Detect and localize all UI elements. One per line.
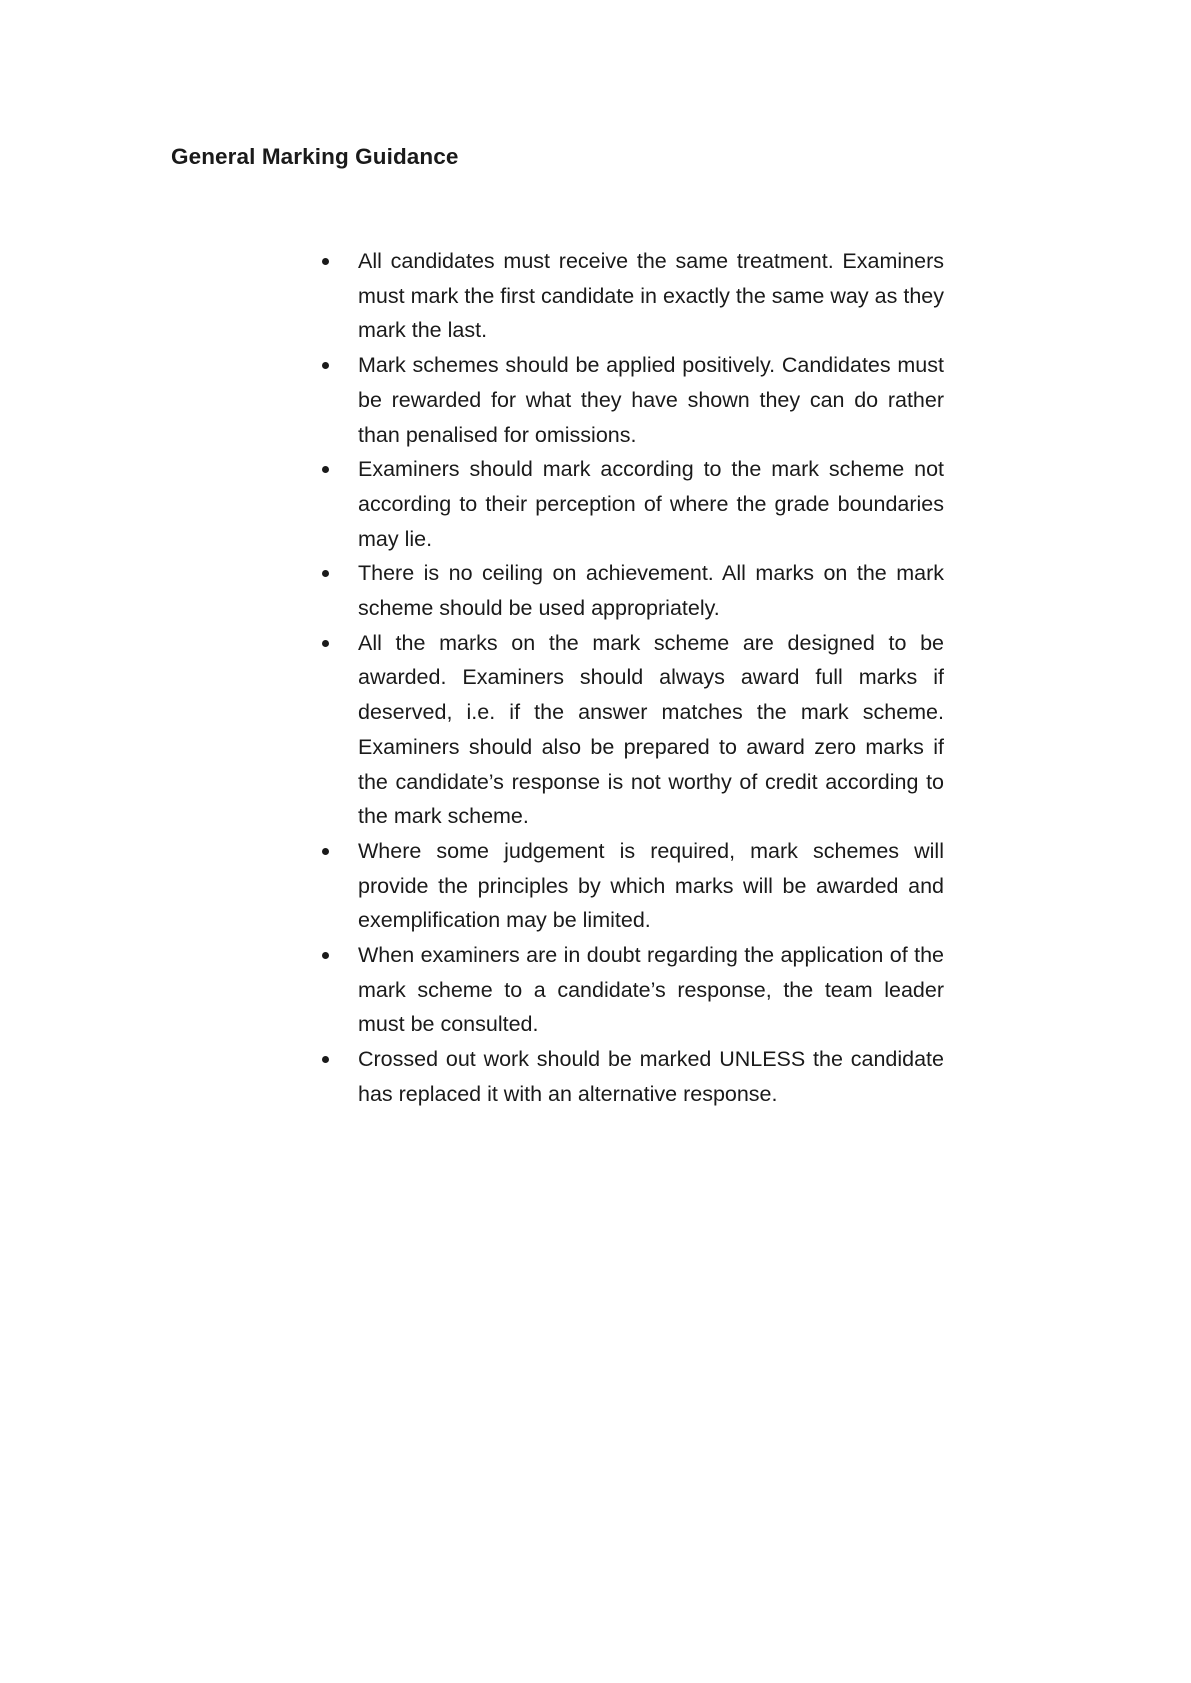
bullet-icon [322, 952, 329, 959]
list-item [318, 452, 944, 556]
bullet-icon [322, 1056, 329, 1063]
list-item-text: Crossed out work should be marked UNLESS the candidate has replaced it with an alternative response. [358, 1047, 944, 1106]
bullet-icon [322, 570, 329, 577]
list-item [318, 556, 944, 625]
bullet-icon [322, 848, 329, 855]
list-item-text: All the marks on the mark scheme are designed to be awarded. Examiners should always award full marks if deserved, i.e. if the answer matches the mark scheme. Examiners should also be prepared to award zero marks if the candidate’s response is not worthy of credit according to the mark scheme. [358, 630, 944, 829]
page-title: General Marking Guidance [171, 144, 459, 169]
list-item-text: Mark schemes should be applied positively. Candidates must be rewarded for what they have shown they can do rather than penalised for omissions. [358, 353, 944, 447]
bullet-icon [322, 258, 329, 265]
list-item-text: There is no ceiling on achievement. All marks on the mark scheme should be used appropriately. [358, 561, 944, 621]
list-item-text: Where some judgement is required, mark schemes will provide the principles by which marks will be awarded and exemplification may be limited. [358, 838, 944, 933]
list-item [318, 244, 944, 348]
bullet-icon [322, 640, 329, 647]
list-item [318, 938, 944, 1042]
list-item-text: Examiners should mark according to the mark scheme not according to their perception of where the grade boundaries may lie. [358, 457, 944, 551]
list-item [318, 834, 944, 938]
list-item [318, 1042, 944, 1111]
list-item-text: All candidates must receive the same treatment. Examiners must mark the first candidate in exactly the same way as they mark the last. [358, 249, 944, 343]
bullet-icon [322, 466, 329, 473]
list-item-text: When examiners are in doubt regarding the application of the mark scheme to a candidate’s response, the team leader must be consulted. [358, 943, 944, 1037]
list-item [318, 348, 944, 452]
bullet-icon [322, 362, 329, 369]
guidance-list [318, 244, 944, 1112]
list-item [318, 626, 944, 834]
